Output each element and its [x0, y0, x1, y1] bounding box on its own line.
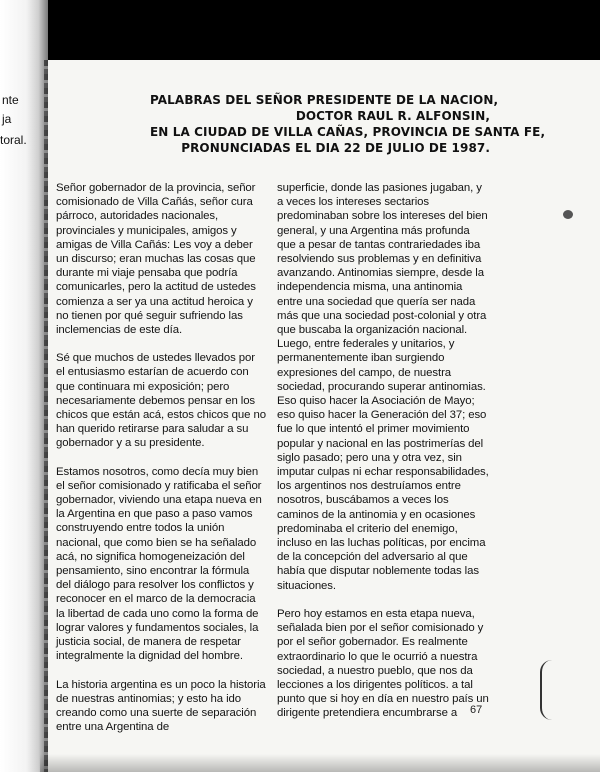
scanner-edge: [0, 0, 600, 60]
margin-fragment: nte: [2, 93, 19, 107]
ink-smudge: [563, 210, 573, 219]
bottom-shadow: [40, 754, 600, 772]
paragraph: superficie, donde las pasiones jugaban, y a veces los intereses sectarios predominaban sobre los intereses del bien general, y una Argentina más profunda que a pesar de tantas contrariedades iba resolviendo sus problemas y en definitiva avanzando. Antinomias siempre, desde la independencia misma, una antinomia entre una sociedad que quería ser nada más que una sociedad post-colonial y otra que buscaba la organización nacional. Luego, entre federales y unitarios, y permanentemente iban surgiendo expresiones del campo, de nuestra sociedad, procurando superar antinomias. Eso quiso hacer la Asociación de Mayo; eso quiso hacer la Generación del 37; eso fue lo que intentó el primer movimiento popular y nacional en las postrimerías del siglo pasado; pero una y otra vez, sin imputar culpas ni echar responsabilidades, los argentinos nos destruíamos entre nosotros, buscábamos a veces los caminos de la antinomia y en ocasiones predominaba el criterio del enemigo, incluso en las luchas políticas, por encima de la concepción del adversario al que había que disputar noblemente todas las situaciones.: [277, 182, 489, 592]
page-curl: [540, 660, 556, 720]
title-line: PALABRAS DEL SEÑOR PRESIDENTE DE LA NACION,: [150, 93, 499, 107]
title-line: DOCTOR RAUL R. ALFONSIN,: [295, 109, 490, 123]
title-line: EN LA CIUDAD DE VILLA CAÑAS, PROVINCIA DE SANTA FE,: [150, 125, 546, 139]
paragraph: Estamos nosotros, como decía muy bien el señor comisionado y ratificaba el señor gobernador, viviendo una etapa nueva en la Argentina en que paso a paso vamos construyendo entre todos la unión nacional, que como bien se ha señalado acá, no significa homogeneización del pensamiento, sino encontrar la fórmula del diálogo para resolver los conflictos y reconocer en el marco de la democracia la libertad de cada uno como la forma de lograr valores y fundamentos sociales, la justicia social, de manera de respetar integralmente la dignidad del hombre.: [56, 465, 262, 663]
spine-shadow-line: [44, 60, 48, 772]
paragraph: Sé que muchos de ustedes llevados por el entusiasmo estarían de acuerdo con que continuara mi exposición; pero necesariamente debemos pensar en los chicos que están acá, estos chicos que no han querido retirarse para saludar a su gobernador y a su presidente.: [56, 352, 266, 450]
right-column: [277, 181, 489, 735]
paragraph: Señor gobernador de la provincia, señor comisionado de Villa Cañás, señor cura párroco, autoridades nacionales, provinciales y municipales, amigos y amigas de Villa Cañás: Les voy a deber un discurso; eran muchas las cosas que durante mi viaje pensaba que podría comunicarles, pero la actitud de ustedes comienza a ser ya una actitud heroica y no tienen por qué seguir sufriendo las inclemencias de este día.: [56, 182, 256, 337]
title-line: PRONUNCIADAS EL DIA 22 DE JULIO DE 1987.: [181, 141, 490, 155]
margin-fragment: toral.: [0, 133, 27, 147]
document-title: [150, 92, 546, 156]
left-column: [56, 181, 266, 748]
paragraph: La historia argentina es un poco la historia de nuestras antinomias; y esto ha ido creando como una suerte de separación entre una Argentina de: [56, 678, 266, 734]
paragraph: Pero hoy estamos en esta etapa nueva, señalada bien por el señor comisionado y por el señor gobernador. Es realmente extraordinario lo que le ocurrió a nuestra sociedad, a nuestro pueblo, que nos da lecciones a los dirigentes políticos. a tal punto que si hoy en día en nuestro país un dirigente pretendiera encumbrarse a: [277, 607, 489, 720]
page-number: 67: [470, 704, 483, 716]
margin-fragment: ja: [2, 112, 12, 126]
